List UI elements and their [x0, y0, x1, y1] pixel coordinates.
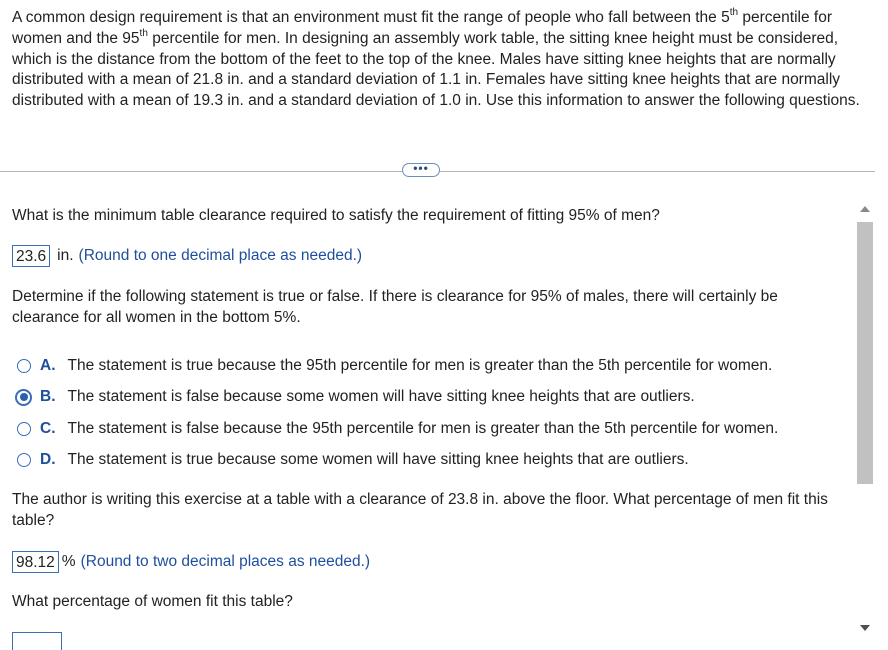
question-3-unit: %: [61, 553, 76, 570]
radio-icon[interactable]: [17, 453, 31, 467]
option-b[interactable]: [17, 386, 695, 408]
more-dots-icon: •••: [413, 161, 429, 175]
option-a[interactable]: [17, 355, 772, 377]
option-c-text: The statement is false because the 95th percentile for men is greater than the 5th percentile for women.: [67, 420, 779, 437]
superscript-th: th: [139, 27, 148, 39]
scroll-up-arrow-icon[interactable]: [860, 206, 870, 212]
option-d-letter: D.: [40, 451, 56, 468]
option-a-text: The statement is true because the 95th percentile for men is greater than the 5th percentile for women.: [67, 357, 773, 374]
option-d-text: The statement is true because some women will have sitting knee heights that are outliers.: [67, 451, 689, 468]
problem-text-part-1: A common design requirement is that an environment must fit the range of people who fall between the 5: [12, 9, 730, 26]
option-d[interactable]: [17, 449, 689, 471]
option-a-letter: A.: [40, 357, 56, 374]
question-4-answer-row: [12, 632, 64, 650]
radio-icon[interactable]: [17, 359, 31, 373]
problem-statement: [12, 8, 862, 112]
vertical-scrollbar[interactable]: [855, 197, 875, 650]
radio-checked-icon[interactable]: [15, 389, 32, 406]
scroll-thumb[interactable]: [857, 222, 873, 484]
radio-icon[interactable]: [17, 422, 31, 436]
superscript-th: th: [729, 6, 739, 18]
question-1-unit: in.: [57, 247, 74, 264]
question-3-text: The author is writing this exercise at a table with a clearance of 23.8 in. above the floor. What percentage of men fit this table?: [12, 491, 828, 529]
question-1-hint: (Round to one decimal place as needed.): [78, 247, 363, 264]
question-1-answer-row: [12, 244, 362, 268]
question-1-answer-field[interactable]: 23.6: [12, 245, 50, 267]
problem-text-part-3: percentile for men. In designing an assembly work table, the sitting knee height must be considered, which is the distance from the bottom of the feet to the top of the knee. Males have sitting knee heights that are normally distributed with a mean of 21.8 in. and a standard deviation of 1.1 in. Females have sitting knee heights that are normally distributed with a mean of 19.3 in. and a standard deviation of 1.0 in. Use this information to answer the following questions.: [12, 29, 860, 110]
question-4-text: What percentage of women fit this table?: [12, 593, 293, 610]
question-3-answer-row: [12, 550, 370, 574]
question-3-answer-field[interactable]: 98.12: [12, 551, 59, 573]
option-c[interactable]: [17, 418, 778, 440]
scroll-down-arrow-icon[interactable]: [860, 625, 870, 631]
question-3-hint: (Round to two decimal places as needed.): [80, 553, 371, 570]
option-b-text: The statement is false because some women will have sitting knee heights that are outliers.: [67, 388, 695, 405]
question-4-answer-field[interactable]: [12, 632, 62, 650]
problem-text-part-2: percentile for women and the 95: [12, 9, 832, 47]
questions-panel[interactable]: [0, 172, 852, 650]
option-b-letter: B.: [40, 388, 56, 405]
option-c-letter: C.: [40, 420, 56, 437]
question-2-text: Determine if the following statement is true or false. If there is clearance for 95% of males, there will certainly be clearance for all women in the bottom 5%.: [12, 288, 778, 326]
question-1-text: What is the minimum table clearance required to satisfy the requirement of fitting 95% of men?: [12, 207, 660, 224]
